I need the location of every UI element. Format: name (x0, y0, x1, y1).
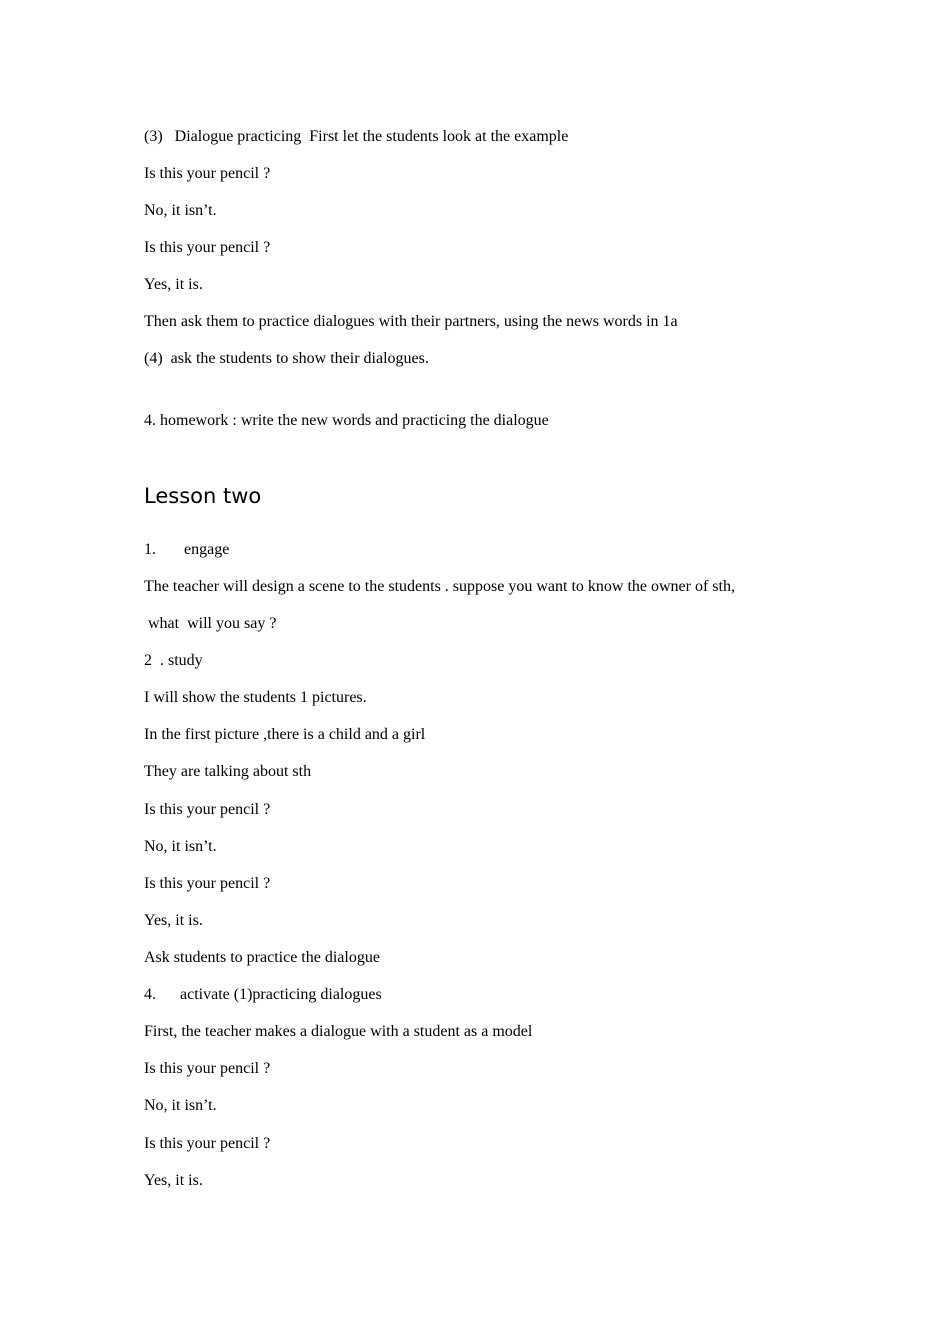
activate-text: First, the teacher makes a dialogue with a student as a model (144, 1023, 533, 1040)
practice-instruction: Then ask them to practice dialogues with their partners, using the news words in 1a (144, 313, 678, 330)
step4-text: (4) ask the students to show their dialogues. (144, 350, 429, 367)
example-dialogue-line: No, it isn’t. (144, 202, 217, 219)
example-dialogue-line: Yes, it is. (144, 276, 203, 293)
example-dialogue-line: Is this your pencil ? (144, 239, 271, 256)
engage-text: what will you say ? (144, 615, 277, 632)
study-dialogue-line: Yes, it is. (144, 912, 203, 929)
study-dialogue-line: No, it isn’t. (144, 838, 217, 855)
study-title: 2 . study (144, 652, 203, 669)
example-dialogue-line: Is this your pencil ? (144, 165, 271, 182)
study-line: They are talking about sth (144, 763, 312, 780)
engage-text: The teacher will design a scene to the students . suppose you want to know the owner of sth, (144, 578, 735, 595)
activate-title: 4. activate (1)practicing dialogues (144, 986, 382, 1003)
step3-title: (3) Dialogue practicing First let the students look at the example (144, 128, 569, 145)
study-practice: Ask students to practice the dialogue (144, 949, 380, 966)
activate-dialogue-line: Is this your pencil ? (144, 1135, 271, 1152)
study-line: In the first picture ,there is a child and a girl (144, 726, 426, 743)
study-dialogue-line: Is this your pencil ? (144, 875, 271, 892)
activate-dialogue-line: Is this your pencil ? (144, 1060, 271, 1077)
homework-text: 4. homework : write the new words and practicing the dialogue (144, 412, 549, 429)
study-line: I will show the students 1 pictures. (144, 689, 367, 706)
activate-dialogue-line: Yes, it is. (144, 1172, 203, 1189)
engage-title: 1. engage (144, 541, 230, 558)
lesson-two-heading: Lesson two (144, 484, 262, 508)
study-dialogue-line: Is this your pencil ? (144, 801, 271, 818)
activate-dialogue-line: No, it isn’t. (144, 1097, 217, 1114)
